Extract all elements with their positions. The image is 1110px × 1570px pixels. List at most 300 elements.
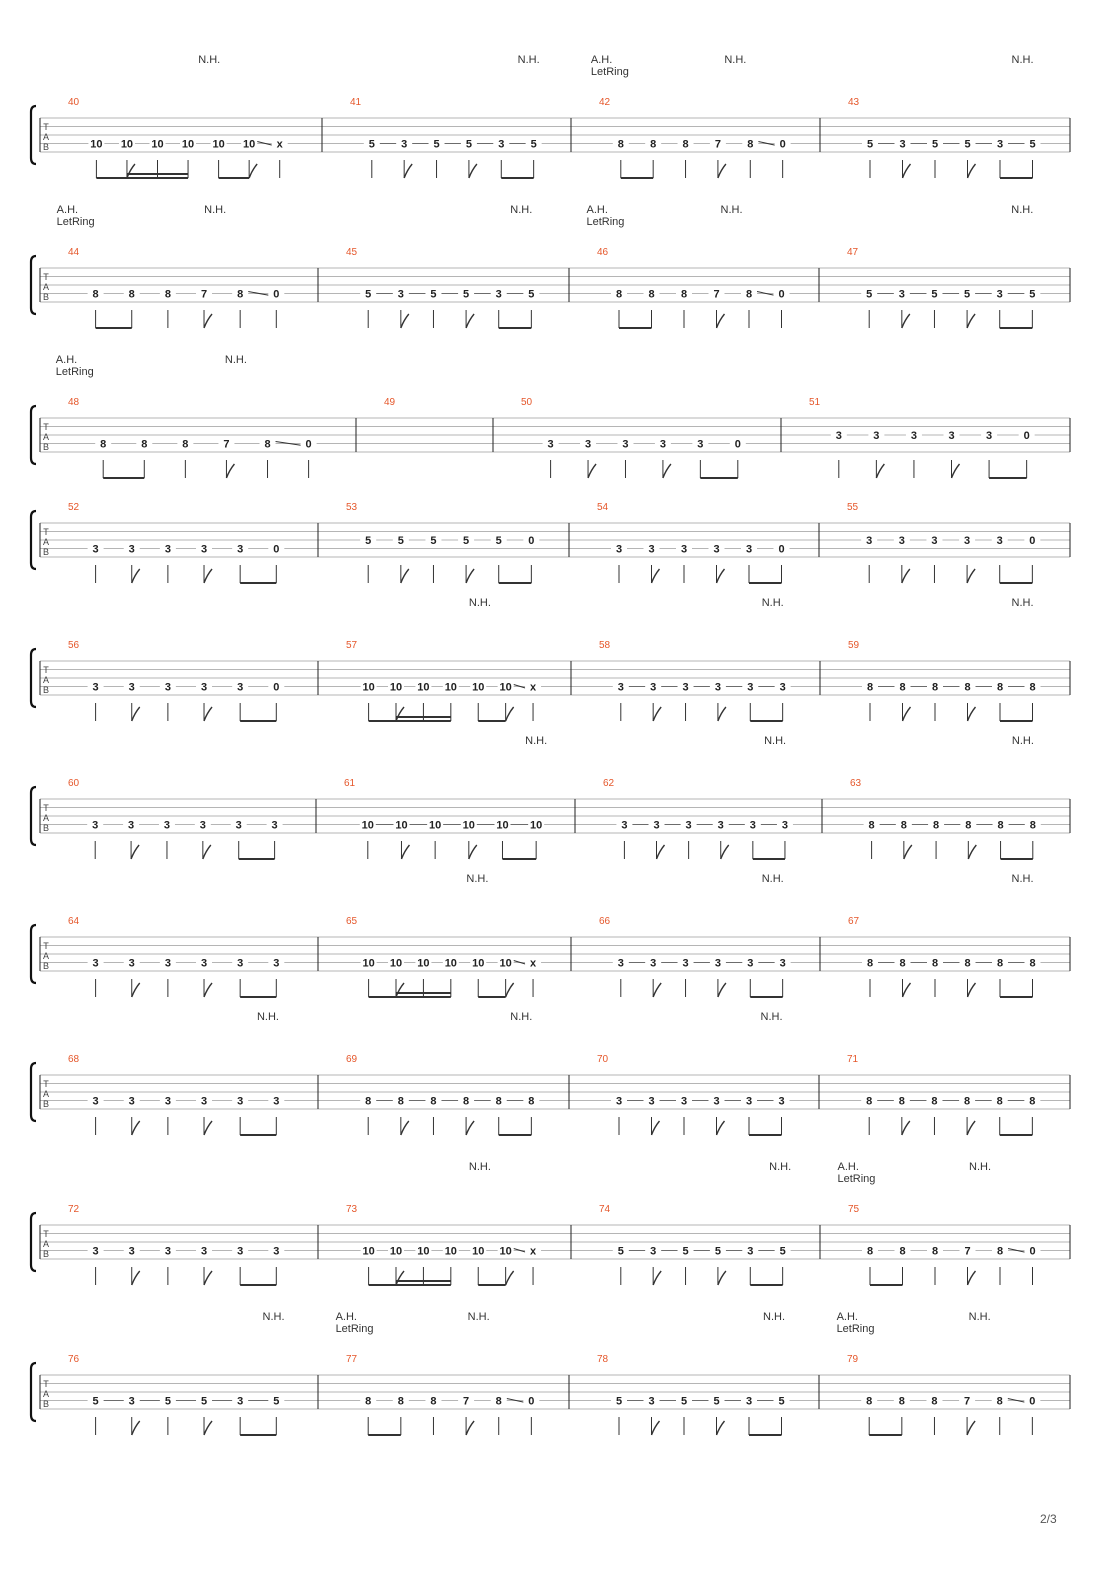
- fret-number: 10: [389, 957, 403, 970]
- fret-number: 3: [128, 819, 135, 832]
- note-flag: [652, 1421, 660, 1435]
- fret-number: 10: [362, 957, 375, 970]
- fret-number: 3: [584, 438, 592, 451]
- technique-annotation: N.H.: [256, 1011, 279, 1023]
- note-flag: [127, 164, 135, 178]
- fret-number: 0: [778, 543, 785, 556]
- fret-number: 10: [444, 957, 457, 970]
- fret-number: 5: [365, 535, 372, 547]
- measure-number: 60: [68, 778, 80, 789]
- fret-number: 10: [389, 681, 403, 694]
- fret-number: 3: [237, 681, 244, 694]
- fret-number: 5: [465, 138, 472, 151]
- note-flag: [717, 569, 725, 583]
- technique-annotation: N.H.: [1011, 873, 1034, 885]
- fret-number: 3: [621, 819, 628, 832]
- technique-annotation: A.H.: [586, 204, 608, 216]
- fret-number: x: [529, 957, 537, 970]
- note-flag: [967, 569, 975, 583]
- fret-number: 3: [714, 957, 721, 970]
- fret-number: 3: [200, 543, 208, 556]
- note-flag: [466, 569, 474, 583]
- fret-number: 8: [430, 1095, 437, 1108]
- measure-number: 41: [350, 97, 362, 108]
- fret-number: 8: [931, 1095, 938, 1108]
- technique-annotation: N.H.: [468, 1161, 491, 1173]
- fret-number: 3: [498, 138, 505, 151]
- system-bracket: [31, 1363, 36, 1421]
- fret-number: 3: [92, 819, 99, 832]
- fret-number: 8: [495, 1095, 502, 1108]
- technique-annotation: N.H.: [467, 1311, 490, 1323]
- measure-number: 45: [346, 247, 358, 258]
- tab-clef-letter: A: [42, 951, 50, 961]
- fret-number: 3: [237, 1245, 244, 1258]
- fret-number: 3: [615, 543, 623, 556]
- fret-number: 0: [273, 288, 280, 301]
- fret-number: 0: [1023, 430, 1030, 442]
- note-flag: [506, 983, 514, 997]
- fret-number: 3: [200, 1245, 208, 1258]
- fret-number: 3: [237, 543, 244, 556]
- fret-number: 5: [779, 1245, 786, 1258]
- measure-number: 66: [599, 916, 611, 927]
- measure-number: 74: [599, 1204, 611, 1215]
- fret-number: 3: [747, 1245, 754, 1258]
- tab-clef-letter: A: [42, 1089, 50, 1099]
- fret-number: 8: [899, 681, 906, 694]
- note-flag: [132, 1121, 140, 1135]
- fret-number: 3: [547, 438, 554, 451]
- tab-clef-letter: A: [42, 432, 50, 442]
- note-flag: [132, 707, 140, 721]
- fret-number: 7: [713, 288, 720, 301]
- note-flag: [717, 1121, 725, 1135]
- note-flag: [903, 164, 911, 178]
- fret-number: x: [276, 138, 283, 151]
- technique-annotation: A.H.: [836, 1311, 858, 1323]
- fret-number: 0: [528, 1395, 535, 1408]
- measure-number: 54: [597, 502, 609, 513]
- technique-annotation: N.H.: [224, 354, 247, 366]
- system-bracket: [31, 925, 36, 983]
- note-flag: [396, 983, 404, 997]
- note-flag: [204, 1271, 212, 1285]
- fret-number: 3: [898, 288, 905, 301]
- technique-annotation: N.H.: [1011, 735, 1034, 747]
- technique-annotation: N.H.: [204, 204, 227, 216]
- fret-number: 5: [713, 1395, 720, 1408]
- fret-number: 8: [899, 1245, 906, 1258]
- technique-annotation: A.H.: [55, 354, 78, 366]
- note-flag: [717, 314, 725, 328]
- tab-clef-letter: B: [42, 685, 50, 695]
- measure-number: 44: [68, 247, 80, 258]
- fret-number: 3: [648, 1095, 655, 1108]
- note-flag: [902, 569, 910, 583]
- fret-number: 3: [682, 681, 689, 694]
- measure-number: 48: [68, 397, 80, 408]
- fret-number: 3: [714, 681, 721, 694]
- fret-number: 3: [650, 1245, 657, 1258]
- fret-number: 3: [617, 957, 624, 970]
- fret-number: 8: [996, 957, 1004, 970]
- fret-number: 3: [653, 819, 660, 832]
- fret-number: 0: [273, 681, 280, 694]
- fret-number: 0: [528, 535, 535, 547]
- fret-number: 5: [164, 1395, 171, 1408]
- measure-number: 64: [68, 916, 80, 927]
- fret-number: 7: [964, 1245, 971, 1258]
- fret-number: 3: [92, 957, 99, 970]
- tab-clef-letter: B: [42, 547, 50, 557]
- note-flag: [967, 314, 975, 328]
- note-flag: [132, 1271, 140, 1285]
- fret-number: 10: [499, 1245, 512, 1258]
- fret-number: 3: [200, 681, 208, 694]
- fret-number: 3: [648, 1395, 655, 1408]
- fret-number: 8: [866, 1395, 873, 1408]
- fret-number: 3: [717, 819, 724, 832]
- system-bracket: [31, 649, 36, 707]
- fret-number: 3: [128, 1245, 135, 1258]
- fret-number: 10: [417, 957, 430, 970]
- fret-number: 8: [996, 681, 1004, 694]
- note-flag: [226, 464, 234, 478]
- fret-number: 8: [997, 819, 1004, 832]
- note-flag: [466, 1421, 474, 1435]
- measure-number: 43: [848, 97, 860, 108]
- fret-number: 3: [685, 819, 692, 832]
- tab-clef-letter: B: [42, 1399, 50, 1409]
- measure-number: 46: [597, 247, 609, 258]
- note-flag: [968, 845, 976, 859]
- measure-number: 79: [847, 1354, 859, 1365]
- fret-number: 8: [365, 1395, 372, 1408]
- technique-annotation: N.H.: [198, 54, 221, 66]
- tab-clef-letter: B: [42, 142, 50, 152]
- fret-number: 5: [273, 1395, 280, 1408]
- fret-number: 8: [92, 288, 99, 301]
- tab-clef-letter: B: [42, 292, 50, 302]
- fret-number: 0: [778, 288, 785, 301]
- fret-number: 8: [1029, 681, 1036, 694]
- fret-number: 3: [237, 1395, 244, 1408]
- note-flag: [718, 983, 726, 997]
- technique-annotation: LetRing: [586, 216, 625, 228]
- fret-number: 8: [648, 288, 655, 301]
- fret-number: 8: [965, 819, 972, 832]
- fret-number: 3: [682, 957, 689, 970]
- note-flag: [718, 1271, 726, 1285]
- fret-number: 8: [1029, 1095, 1036, 1108]
- note-flag: [968, 1271, 976, 1285]
- fret-number: 3: [92, 1095, 99, 1108]
- fret-number: 8: [931, 957, 939, 970]
- fret-number: 10: [243, 138, 256, 151]
- note-flag: [876, 464, 884, 478]
- measure-number: 62: [603, 778, 615, 789]
- note-flag: [968, 983, 976, 997]
- fret-number: 10: [496, 819, 509, 832]
- note-flag: [204, 569, 212, 583]
- fret-number: 8: [996, 1395, 1003, 1408]
- fret-number: 8: [1029, 819, 1036, 832]
- fret-number: 3: [128, 957, 135, 970]
- fret-number: 0: [1029, 1395, 1036, 1408]
- fret-number: 8: [650, 138, 657, 151]
- fret-number: 8: [615, 288, 623, 301]
- fret-number: 8: [237, 288, 244, 301]
- fret-number: 3: [697, 438, 704, 451]
- fret-number: 3: [128, 681, 135, 694]
- fret-number: 3: [996, 535, 1003, 547]
- note-flag: [469, 845, 477, 859]
- measure-number: 47: [847, 247, 859, 258]
- tab-clef-letter: T: [43, 527, 49, 537]
- measure-number: 78: [597, 1354, 609, 1365]
- note-flag: [203, 845, 211, 859]
- fret-number: 8: [898, 1095, 905, 1108]
- fret-number: 5: [430, 288, 437, 301]
- fret-number: 8: [682, 138, 689, 151]
- measure-number: 70: [597, 1054, 609, 1065]
- fret-number: 5: [92, 1395, 99, 1408]
- note-flag: [401, 569, 409, 583]
- fret-number: 10: [462, 819, 475, 832]
- fret-number: 7: [714, 138, 721, 151]
- fret-number: 3: [200, 957, 208, 970]
- fret-number: 3: [866, 535, 873, 547]
- note-flag: [952, 464, 960, 478]
- page-number: 2/3: [1040, 1512, 1057, 1526]
- technique-annotation: LetRing: [836, 1323, 875, 1335]
- measure-number: 72: [68, 1204, 80, 1215]
- fret-number: 3: [92, 543, 99, 556]
- fret-number: 3: [745, 543, 753, 556]
- fret-number: 0: [1029, 535, 1036, 547]
- fret-number: 3: [713, 543, 720, 556]
- fret-number: 5: [617, 1245, 624, 1258]
- fret-number: 8: [164, 288, 171, 301]
- measure-number: 63: [850, 778, 862, 789]
- fret-number: 3: [910, 430, 918, 442]
- fret-number: 10: [90, 138, 103, 151]
- tab-clef-letter: T: [43, 1079, 49, 1089]
- fret-number: 5: [528, 288, 535, 301]
- fret-number: 10: [444, 1245, 457, 1258]
- measure-number: 51: [809, 397, 821, 408]
- fret-number: 5: [433, 138, 440, 151]
- fret-number: 0: [273, 543, 280, 556]
- fret-number: 8: [463, 1095, 470, 1108]
- fret-number: 3: [778, 1095, 785, 1108]
- note-flag: [401, 1121, 409, 1135]
- technique-annotation: LetRing: [56, 216, 95, 228]
- note-flag: [652, 569, 660, 583]
- fret-number: 3: [648, 543, 655, 556]
- technique-annotation: LetRing: [837, 1173, 876, 1185]
- fret-number: 8: [528, 1095, 535, 1108]
- measure-number: 61: [344, 778, 356, 789]
- measure-number: 73: [346, 1204, 358, 1215]
- fret-number: 8: [264, 438, 271, 451]
- technique-annotation: A.H.: [335, 1311, 357, 1323]
- fret-number: 5: [365, 288, 372, 301]
- note-flag: [466, 1121, 474, 1135]
- note-flag: [721, 845, 729, 859]
- note-flag: [506, 1271, 514, 1285]
- technique-annotation: N.H.: [724, 54, 747, 66]
- fret-number: 8: [996, 1095, 1003, 1108]
- fret-number: 8: [866, 1095, 873, 1108]
- measure-number: 67: [848, 916, 860, 927]
- technique-annotation: N.H.: [763, 1311, 785, 1323]
- note-flag: [968, 707, 976, 721]
- note-flag: [396, 707, 404, 721]
- note-flag: [132, 569, 140, 583]
- note-flag: [903, 983, 911, 997]
- fret-number: 3: [237, 957, 244, 970]
- tab-clef-letter: B: [42, 823, 50, 833]
- technique-annotation: N.H.: [1011, 597, 1034, 609]
- technique-annotation: N.H.: [517, 54, 540, 66]
- note-flag: [968, 164, 976, 178]
- note-flag: [902, 314, 910, 328]
- fret-number: x: [529, 1245, 537, 1258]
- tab-clef-letter: T: [43, 665, 49, 675]
- fret-number: 3: [235, 819, 242, 832]
- measure-number: 71: [847, 1054, 859, 1065]
- fret-number: 3: [779, 957, 786, 970]
- system-bracket: [31, 1213, 36, 1271]
- fret-number: 3: [495, 288, 502, 301]
- fret-number: 3: [747, 957, 754, 970]
- fret-number: 8: [866, 1245, 874, 1258]
- note-flag: [657, 845, 665, 859]
- fret-number: 3: [128, 543, 135, 556]
- tab-clef-letter: A: [42, 675, 50, 685]
- fret-number: 3: [986, 430, 993, 442]
- tab-clef-letter: T: [43, 272, 49, 282]
- fret-number: 8: [1029, 957, 1036, 970]
- measure-number: 75: [848, 1204, 860, 1215]
- fret-number: 8: [996, 1245, 1004, 1258]
- fret-number: 3: [128, 1095, 135, 1108]
- note-flag: [903, 707, 911, 721]
- fret-number: 10: [444, 681, 457, 694]
- fret-number: 10: [429, 819, 442, 832]
- fret-number: 10: [499, 957, 512, 970]
- fret-number: 8: [397, 1095, 404, 1108]
- technique-annotation: A.H.: [590, 54, 613, 66]
- fret-number: 3: [931, 535, 938, 547]
- measure-number: 49: [384, 397, 396, 408]
- note-flag: [132, 1421, 140, 1435]
- fret-number: 3: [650, 681, 657, 694]
- note-flag: [967, 1421, 975, 1435]
- fret-number: 10: [120, 138, 134, 151]
- fret-number: 8: [900, 819, 907, 832]
- fret-number: 8: [141, 438, 148, 451]
- fret-number: 8: [899, 957, 906, 970]
- note-flag: [204, 1121, 212, 1135]
- system-bracket: [31, 106, 36, 164]
- fret-number: 5: [1029, 288, 1036, 301]
- measure-number: 57: [346, 640, 358, 651]
- measure-number: 69: [346, 1054, 358, 1065]
- fret-number: 8: [898, 1395, 905, 1408]
- fret-number: 10: [181, 138, 195, 151]
- fret-number: 8: [495, 1395, 502, 1408]
- fret-number: 3: [237, 1095, 244, 1108]
- system-bracket: [31, 787, 36, 845]
- fret-number: 3: [745, 1095, 753, 1108]
- technique-annotation: LetRing: [590, 66, 629, 78]
- note-flag: [653, 983, 661, 997]
- fret-number: 3: [164, 681, 171, 694]
- note-flag: [131, 845, 139, 859]
- technique-annotation: N.H.: [1011, 204, 1034, 216]
- technique-annotation: N.H.: [510, 204, 533, 216]
- technique-annotation: N.H.: [769, 1161, 792, 1173]
- fret-number: 0: [1029, 1245, 1036, 1258]
- fret-number: 3: [163, 819, 171, 832]
- tab-clef-letter: T: [43, 1379, 49, 1389]
- fret-number: 3: [996, 138, 1004, 151]
- measure-number: 76: [68, 1354, 80, 1365]
- fret-number: 3: [164, 1245, 171, 1258]
- measure-number: 65: [346, 916, 358, 927]
- measure-number: 56: [68, 640, 80, 651]
- note-flag: [204, 983, 212, 997]
- technique-annotation: A.H.: [837, 1161, 859, 1173]
- measure-number: 42: [599, 97, 611, 108]
- technique-annotation: N.H.: [1011, 54, 1034, 66]
- fret-number: 10: [417, 1245, 430, 1258]
- fret-number: 3: [200, 1095, 208, 1108]
- fret-number: 3: [273, 957, 280, 970]
- fret-number: 10: [472, 957, 485, 970]
- fret-number: 10: [151, 138, 164, 151]
- note-flag: [401, 314, 409, 328]
- measure-number: 59: [848, 640, 860, 651]
- note-flag: [718, 164, 726, 178]
- fret-number: 8: [747, 138, 754, 151]
- note-flag: [396, 1271, 404, 1285]
- technique-annotation: N.H.: [760, 1011, 783, 1023]
- fret-number: 3: [747, 681, 754, 694]
- fret-number: 3: [199, 819, 206, 832]
- note-flag: [506, 707, 514, 721]
- measure-number: 77: [346, 1354, 358, 1365]
- fret-number: 5: [530, 138, 537, 151]
- fret-number: 5: [680, 1395, 688, 1408]
- fret-number: 8: [964, 957, 971, 970]
- fret-number: 3: [615, 1095, 623, 1108]
- note-flag: [588, 464, 596, 478]
- system-bracket: [31, 1063, 36, 1121]
- fret-number: 3: [873, 430, 880, 442]
- tab-clef-letter: T: [43, 941, 49, 951]
- fret-number: 3: [996, 288, 1003, 301]
- note-flag: [717, 1421, 725, 1435]
- fret-number: 8: [128, 288, 135, 301]
- fret-number: 5: [1029, 138, 1036, 151]
- note-flag: [902, 1121, 910, 1135]
- tab-clef-letter: A: [42, 132, 50, 142]
- fret-number: 3: [899, 138, 906, 151]
